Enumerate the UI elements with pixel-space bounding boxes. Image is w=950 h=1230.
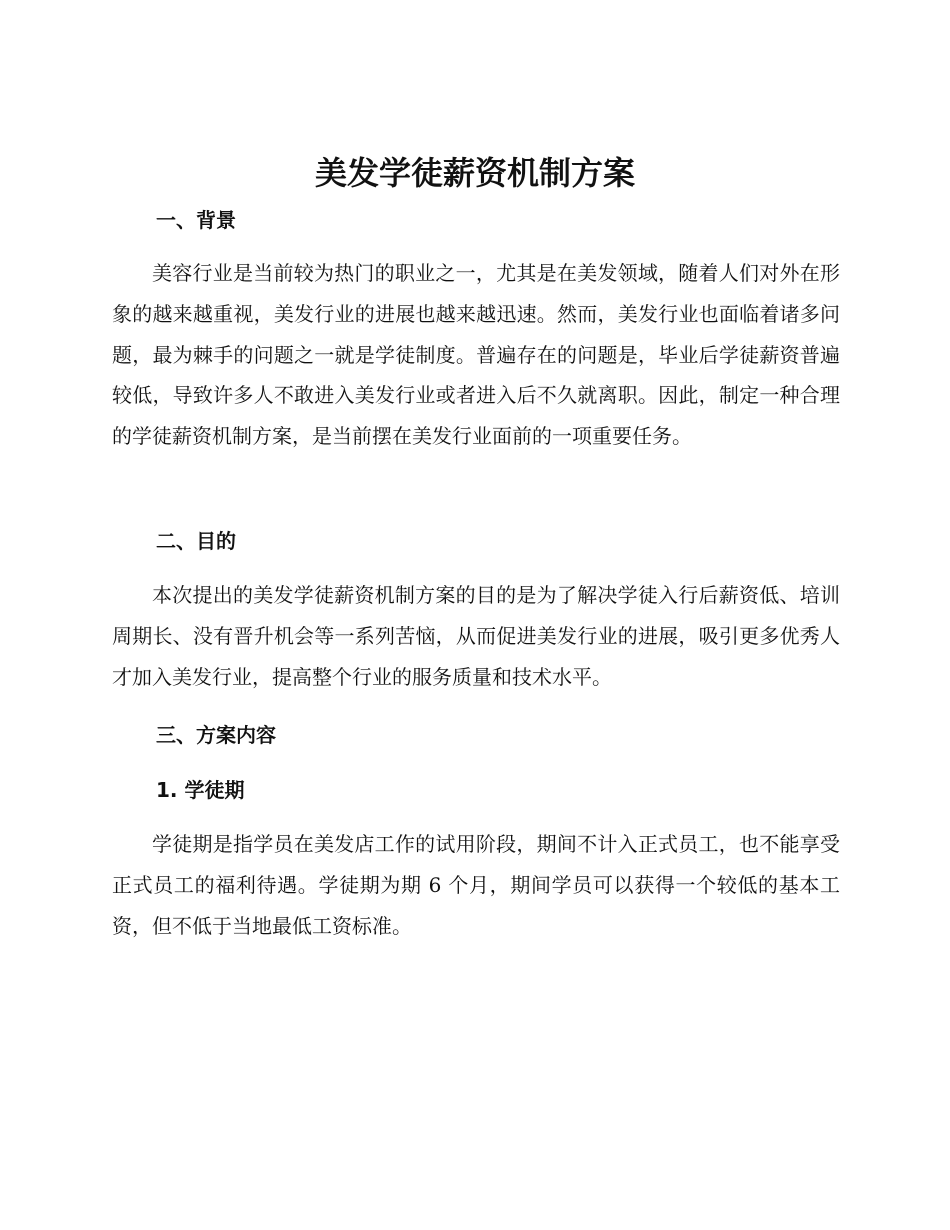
section-heading-plan: 三、方案内容	[156, 723, 276, 747]
section-heading-background: 一、背景	[156, 208, 236, 232]
subsection-heading-apprenticeship: 1. 学徒期	[156, 778, 245, 802]
subsection-paragraph-apprenticeship: 学徒期是指学员在美发店工作的试用阶段，期间不计入正式员工，也不能享受正式员工的福利待遇。学徒期为期 6 个月，期间学员可以获得一个较低的基本工资，但不低于当地最低工资标准。	[112, 832, 840, 938]
section-paragraph-purpose: 本次提出的美发学徒薪资机制方案的目的是为了解决学徒入行后薪资低、培训周期长、没有晋升机会等一系列苦恼，从而促进美发行业的进展，吸引更多优秀人才加入美发行业，提高整个行业的服务质量和技术水平。	[112, 583, 840, 689]
section-heading-purpose: 二、目的	[156, 529, 236, 553]
document-title: 美发学徒薪资机制方案	[314, 154, 635, 192]
section-paragraph-background: 美容行业是当前较为热门的职业之一，尤其是在美发领域，随着人们对外在形象的越来越重视，美发行业的进展也越来越迅速。然而，美发行业也面临着诸多问题，最为棘手的问题之一就是学徒制度。普遍存在的问题是，毕业后学徒薪资普遍较低，导致许多人不敢进入美发行业或者进入后不久就离职。因此，制定一种合理的学徒薪资机制方案，是当前摆在美发行业面前的一项重要任务。	[112, 261, 840, 449]
